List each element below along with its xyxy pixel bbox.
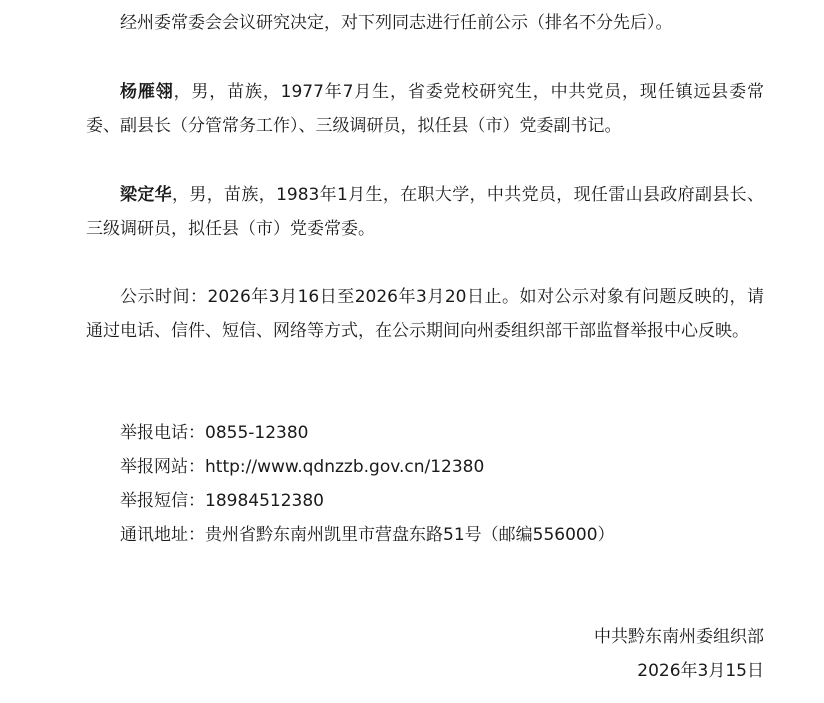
- report-sms: 举报短信：18984512380: [120, 491, 324, 511]
- signature-org: 中共黔东南州委组织部: [594, 627, 764, 647]
- candidate-paragraph-1: [86, 75, 764, 143]
- candidate-name-1: 杨雁翎: [120, 82, 174, 102]
- candidate-name-2: 梁定华: [120, 185, 173, 205]
- signature-date: 2026年3月15日: [637, 661, 764, 681]
- report-phone: 举报电话：0855-12380: [120, 423, 309, 443]
- intro-paragraph: 经州委常委会会议研究决定，对下列同志进行任前公示（排名不分先后）。: [120, 13, 673, 33]
- notice-paragraph: 公示时间：2026年3月16日至2026年3月20日止。如对公示对象有问题反映的，请通过电话、信件、短信、网络等方式，在公示期间向州委组织部干部监督举报中心反映。: [86, 287, 764, 341]
- candidate-details-2: ，男，苗族，1983年1月生，在职大学，中共党员，现任雷山县政府副县长、三级调研员，拟任县（市）党委常委。: [86, 185, 764, 239]
- candidate-details-1: ，男，苗族，1977年7月生，省委党校研究生，中共党员，现任镇远县委常委、副县长（分管常务工作）、三级调研员，拟任县（市）党委副书记。: [86, 82, 764, 136]
- announcement-document: [86, 0, 764, 703]
- candidate-paragraph-2: [86, 178, 764, 246]
- report-website[interactable]: 举报网站：http://www.qdnzzb.gov.cn/12380: [120, 457, 485, 477]
- mailing-address: 通讯地址：贵州省黔东南州凯里市营盘东路51号（邮编556000）: [120, 525, 615, 545]
